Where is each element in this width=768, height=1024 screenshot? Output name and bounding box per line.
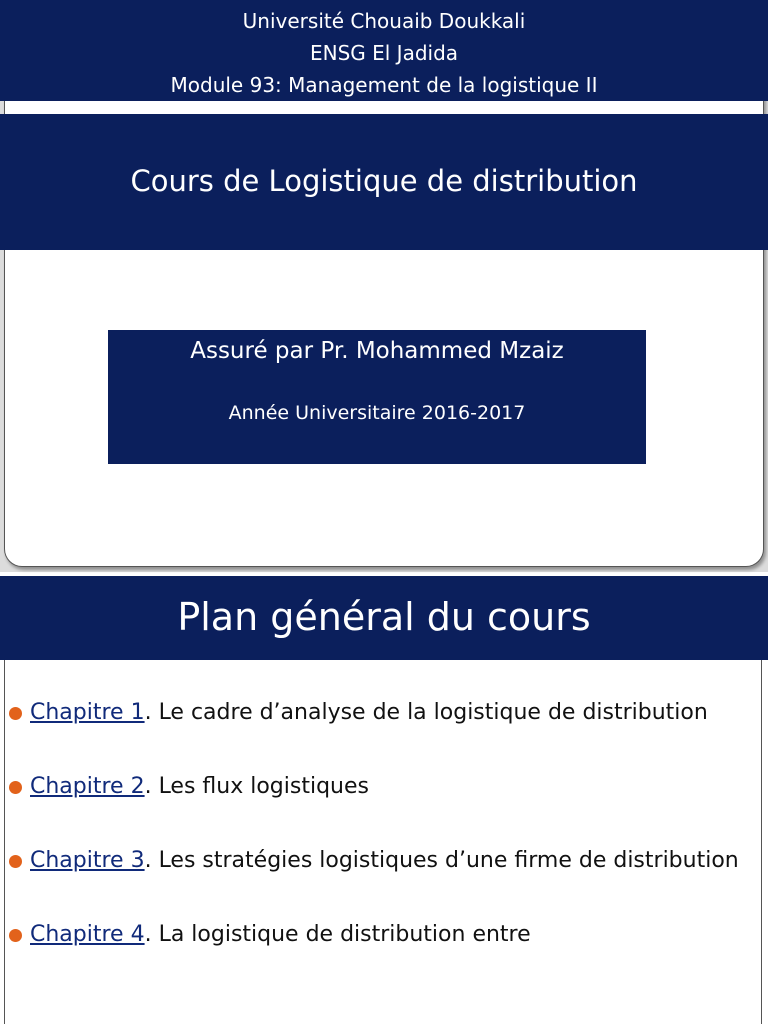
chapter-4-text: . La logistique de distribution entre [144, 922, 531, 947]
institution-header [0, 0, 768, 101]
bullet-icon [9, 781, 22, 794]
chapter-2-text: . Les flux logistiques [144, 774, 369, 799]
chapter-2-link[interactable]: Chapitre 2 [30, 774, 145, 799]
author-name: Assuré par Pr. Mohammed Mzaiz [190, 338, 564, 364]
bullet-icon [9, 707, 22, 720]
chapter-1-text: . Le cadre d’analyse de la logistique de distribution [144, 700, 708, 725]
chapter-list [0, 698, 760, 994]
chapter-item-2 [0, 772, 760, 802]
course-title-band [0, 114, 768, 250]
course-title: Cours de Logistique de distribution [130, 164, 638, 198]
module-name: Module 93: Management de la logistique II [170, 73, 598, 97]
bullet-icon [9, 855, 22, 868]
plan-slide [0, 576, 768, 1024]
university-name: Université Chouaib Doukkali [242, 9, 526, 33]
chapter-item-1 [0, 698, 760, 728]
chapter-1-link[interactable]: Chapitre 1 [30, 700, 145, 725]
plan-title-band [0, 576, 768, 660]
chapter-3-link[interactable]: Chapitre 3 [30, 848, 145, 873]
chapter-item-3 [0, 846, 760, 876]
school-name: ENSG El Jadida [309, 41, 459, 65]
academic-year: Année Universitaire 2016-2017 [228, 402, 526, 424]
chapter-3-text: . Les stratégies logistiques d’une firme de distribution [144, 848, 739, 873]
chapter-4-link[interactable]: Chapitre 4 [30, 922, 145, 947]
bullet-icon [9, 929, 22, 942]
author-box [108, 330, 646, 464]
chapter-item-4 [0, 920, 760, 950]
plan-title: Plan général du cours [177, 595, 591, 639]
